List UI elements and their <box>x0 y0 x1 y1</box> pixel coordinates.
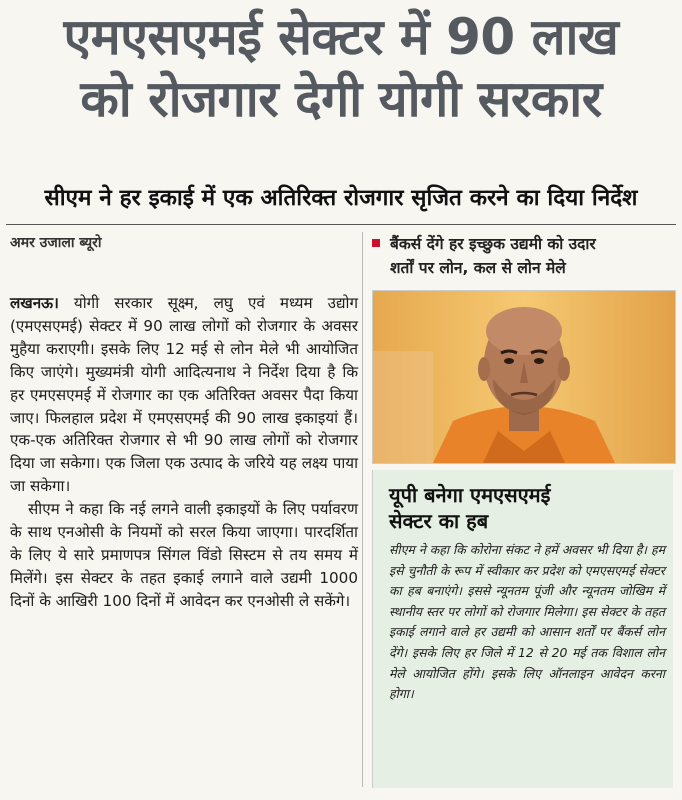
highlight-line-1: बैंकर्स देंगे हर इच्छुक उद्यमी को उदार <box>390 235 596 253</box>
headline-line-2: को रोजगार देगी योगी सरकार <box>80 70 602 128</box>
sidebar-box-title-line-1: यूपी बनेगा एमएसएमई <box>389 483 551 507</box>
top-divider <box>6 224 676 225</box>
article-paragraph-1-text: योगी सरकार सूक्ष्म, लघु एवं मध्यम उद्योग (एमएसएमई) सेक्टर में 90 लाख लोगों को रोजगार के अवसर मुहैया कराएगी। इसके लिए 12 मई से लोन मेले भी आयोजित किए जाएंगे। मुख्यमंत्री योगी आदित्यनाथ ने निर्देश दिया है कि हर एमएसएमई में रोजगार का एक अतिरिक्त अवसर पैदा किया जाए। फिलहाल प्रदेश में एमएसएमई की 90 लाख इकाइयां हैं। एक-एक अतिरिक्त रोजगार से भी 90 लाख लोगों को रोजगार दिया जा सकेगा। एक जिला एक उत्पाद के जरिये यह लक्ष्य पाया जा सकेगा। <box>10 294 358 496</box>
dateline: लखनऊ। <box>10 294 59 312</box>
byline: अमर उजाला ब्यूरो <box>10 235 102 251</box>
article-paragraph-1 <box>10 292 358 498</box>
sidebar-box <box>372 470 673 788</box>
sidebar-box-body: सीएम ने कहा कि कोरोना संकट ने हमें अवसर भी दिया है। हम इसे चुनौती के रूप में स्वीकार कर प्रदेश को एमएसएमई सेक्टर का हब बनाएंगे। इससे न्यूनतम पूंजी और न्यूनतम जोखिम में स्थानीय स्तर पर लोगों को रोजगार मिलेगा। इस सेक्टर के तहत इकाई लगाने वाले हर उद्यमी को आसान शर्तों पर बैंकर्स लोन देंगे। इसके लिए हर जिले में 12 से 20 मई तक विशाल लोन मेले आयोजित होंगे। इसके लिए ऑनलाइन आवेदन करना होगा। <box>389 542 665 702</box>
subheadline: सीएम ने हर इकाई में एक अतिरिक्त रोजगार सृजित करने का दिया निर्देश <box>44 185 638 211</box>
portrait-illustration <box>373 291 675 463</box>
highlight-line-2: शर्तों पर लोन, कल से लोन मेले <box>390 259 566 277</box>
highlight-bullet <box>372 232 672 280</box>
article-body <box>10 292 358 613</box>
photo-yogi-adityanath <box>372 290 676 464</box>
sidebar-box-title-line-2: सेक्टर का हब <box>389 509 489 533</box>
headline <box>8 6 674 130</box>
sidebar-box-title <box>389 482 659 534</box>
headline-line-1: एमएसएमई सेक्टर में 90 लाख <box>63 8 619 66</box>
red-square-bullet-icon <box>372 239 380 247</box>
article-paragraph-2: सीएम ने कहा कि नई लगने वाली इकाइयों के लिए पर्यावरण के साथ एनओसी के नियमों को सरल किया जाएगा। पारदर्शिता के लिए ये सारे प्रमाणपत्र सिंगल विंडो सिस्टम से तय समय में मिलेंगे। इस सेक्टर के तहत इकाई लगाने वाले उद्यमी 1000 दिनों के आखिरी 100 दिनों में आवेदन कर एनओसी ले सकेंगे। <box>10 500 358 610</box>
column-divider <box>362 232 363 787</box>
